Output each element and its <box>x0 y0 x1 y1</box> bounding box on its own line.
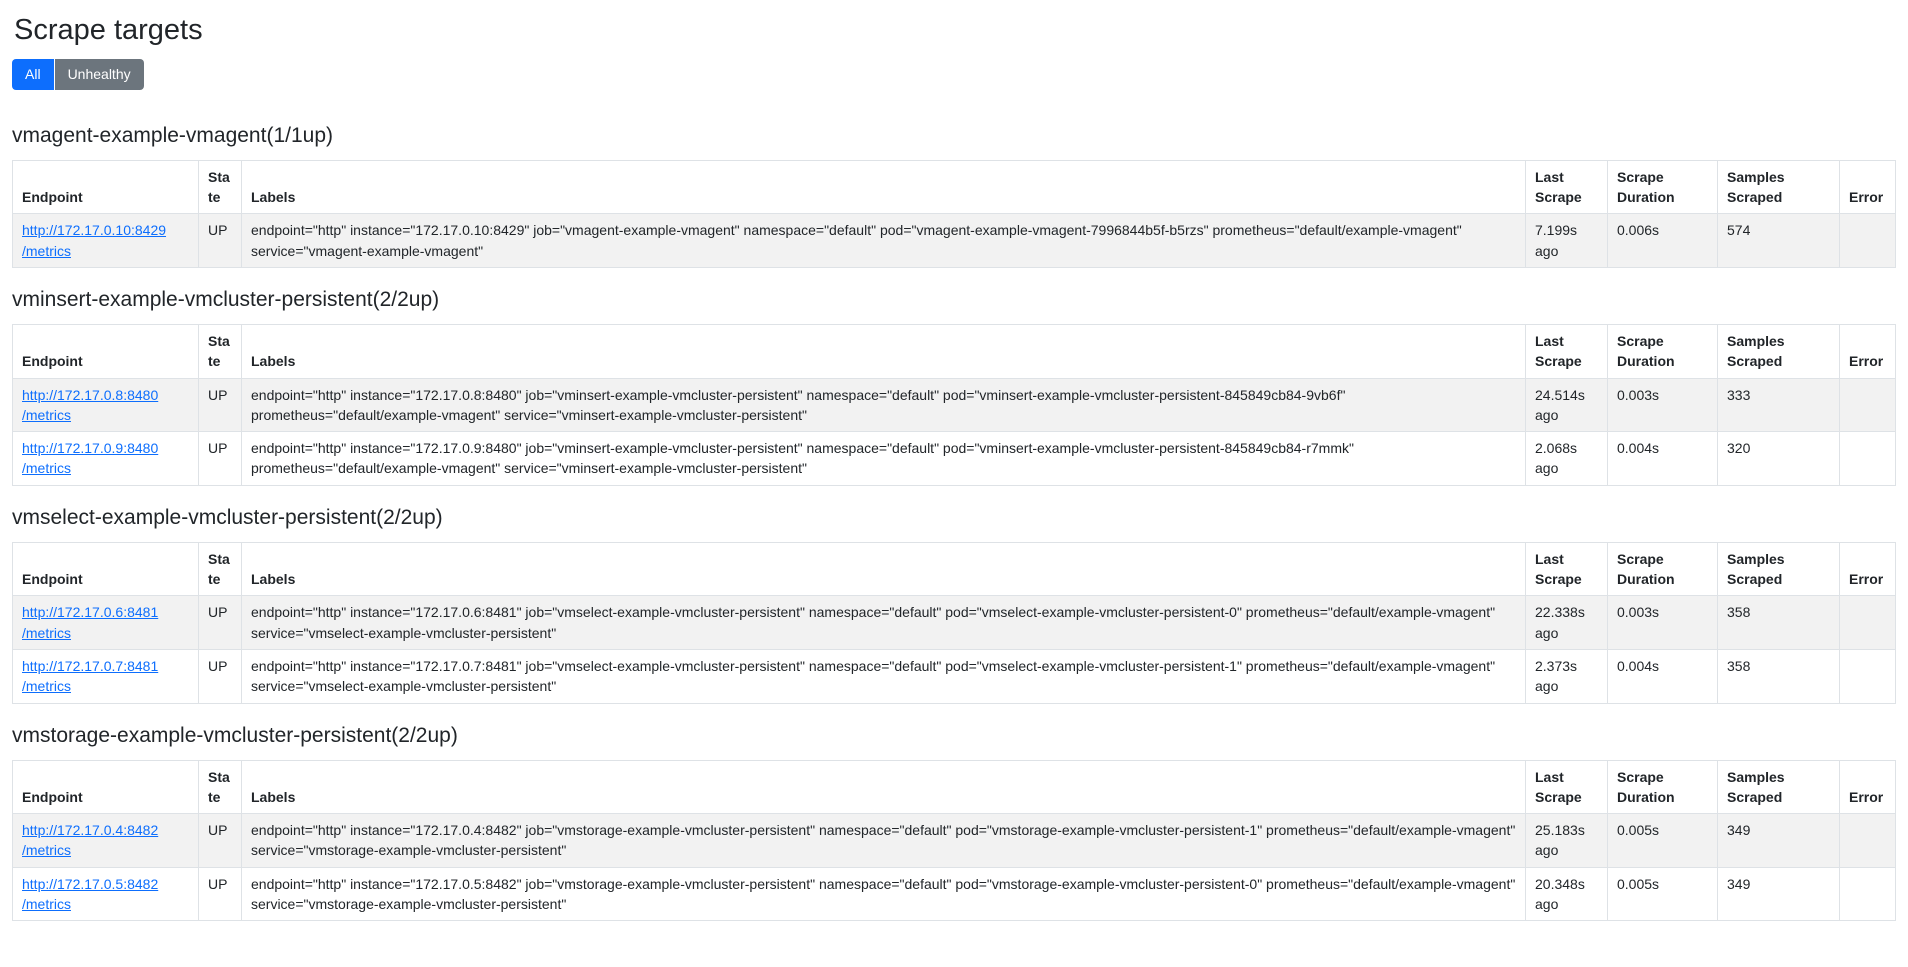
table-row <box>13 432 1896 486</box>
endpoint-url-path: /metrics <box>22 242 71 259</box>
labels-cell: endpoint="http" instance="172.17.0.4:8482" job="vmstorage-example-vmcluster-persistent" namespace="default" pod="vmstorage-example-vmcluster-persistent-1" prometheus="default/example-vmagent" service="vmstorage-example-vmcluster-persistent" <box>242 814 1526 868</box>
job-heading: vmagent-example-vmagent(1/1up) <box>12 123 333 147</box>
column-header-error: Error <box>1840 542 1896 596</box>
table-row <box>13 378 1896 432</box>
scrape-duration-cell: 0.003s <box>1608 596 1718 650</box>
endpoint-url-base: http://172.17.0.10:8429 <box>22 222 167 239</box>
endpoint-url-path: /metrics <box>22 624 71 641</box>
column-header-state: State <box>199 324 242 378</box>
job-section-vminsert <box>12 288 1896 486</box>
error-cell <box>1840 432 1896 486</box>
endpoint-url-base: http://172.17.0.5:8482 <box>22 875 159 892</box>
health-filter-group <box>12 59 144 90</box>
table-header-row <box>13 160 1896 214</box>
state-cell: UP <box>199 432 242 486</box>
samples-scraped-cell: 320 <box>1718 432 1840 486</box>
labels-cell: endpoint="http" instance="172.17.0.5:8482" job="vmstorage-example-vmcluster-persistent" namespace="default" pod="vmstorage-example-vmcluster-persistent-0" prometheus="default/example-vmagent" service="vmstorage-example-vmcluster-persistent" <box>242 867 1526 921</box>
column-header-state: State <box>199 160 242 214</box>
column-header-state: State <box>199 542 242 596</box>
labels-cell: endpoint="http" instance="172.17.0.6:8481" job="vmselect-example-vmcluster-persistent" namespace="default" pod="vmselect-example-vmcluster-persistent-0" prometheus="default/example-vmagent" service="vmselect-example-vmcluster-persistent" <box>242 596 1526 650</box>
endpoint-cell <box>13 432 199 486</box>
column-header-endpoint: Endpoint <box>13 324 199 378</box>
table-row <box>13 867 1896 921</box>
column-header-scrape-duration: Scrape Duration <box>1608 542 1718 596</box>
endpoint-url-base: http://172.17.0.6:8481 <box>22 604 159 621</box>
last-scrape-cell: 2.068s ago <box>1526 432 1608 486</box>
column-header-samples-scraped: Samples Scraped <box>1718 542 1840 596</box>
page-title: Scrape targets <box>14 14 203 46</box>
samples-scraped-cell: 358 <box>1718 596 1840 650</box>
endpoint-cell <box>13 814 199 868</box>
scrape-duration-cell: 0.005s <box>1608 814 1718 868</box>
scrape-duration-cell: 0.004s <box>1608 432 1718 486</box>
endpoint-link[interactable] <box>22 387 189 426</box>
column-header-samples-scraped: Samples Scraped <box>1718 160 1840 214</box>
endpoint-url-path: /metrics <box>22 406 71 423</box>
job-section-vmstorage <box>12 724 1896 922</box>
column-header-error: Error <box>1840 760 1896 814</box>
table-header-row <box>13 542 1896 596</box>
labels-cell: endpoint="http" instance="172.17.0.10:8429" job="vmagent-example-vmagent" namespace="default" pod="vmagent-example-vmagent-7996844b5f-b5rzs" prometheus="default/example-vmagent" service="vmagent-example-vmagent" <box>242 214 1526 268</box>
scrape-table <box>12 542 1896 704</box>
endpoint-cell <box>13 649 199 703</box>
scrape-duration-cell: 0.004s <box>1608 649 1718 703</box>
scrape-duration-cell: 0.006s <box>1608 214 1718 268</box>
endpoint-url-path: /metrics <box>22 896 71 913</box>
endpoint-cell <box>13 867 199 921</box>
column-header-error: Error <box>1840 324 1896 378</box>
samples-scraped-cell: 349 <box>1718 867 1840 921</box>
job-section-vmagent <box>12 124 1896 268</box>
filter-unhealthy-button[interactable]: Unhealthy <box>55 59 144 90</box>
column-header-labels: Labels <box>242 324 1526 378</box>
last-scrape-cell: 2.373s ago <box>1526 649 1608 703</box>
endpoint-link[interactable] <box>22 440 189 479</box>
last-scrape-cell: 20.348s ago <box>1526 867 1608 921</box>
endpoint-url-path: /metrics <box>22 842 71 859</box>
labels-cell: endpoint="http" instance="172.17.0.8:8480" job="vminsert-example-vmcluster-persistent" namespace="default" pod="vminsert-example-vmcluster-persistent-845849cb84-9vb6f" prometheus="default/example-vmagent" service="vminsert-example-vmcluster-persistent" <box>242 378 1526 432</box>
scrape-table <box>12 760 1896 922</box>
column-header-last-scrape: Last Scrape <box>1526 542 1608 596</box>
last-scrape-cell: 24.514s ago <box>1526 378 1608 432</box>
state-cell: UP <box>199 214 242 268</box>
column-header-labels: Labels <box>242 760 1526 814</box>
error-cell <box>1840 596 1896 650</box>
endpoint-link[interactable] <box>22 604 189 643</box>
samples-scraped-cell: 349 <box>1718 814 1840 868</box>
last-scrape-cell: 7.199s ago <box>1526 214 1608 268</box>
column-header-last-scrape: Last Scrape <box>1526 160 1608 214</box>
error-cell <box>1840 649 1896 703</box>
filter-all-button[interactable]: All <box>12 59 54 90</box>
table-row <box>13 214 1896 268</box>
column-header-scrape-duration: Scrape Duration <box>1608 760 1718 814</box>
endpoint-link[interactable] <box>22 876 189 915</box>
labels-cell: endpoint="http" instance="172.17.0.9:8480" job="vminsert-example-vmcluster-persistent" namespace="default" pod="vminsert-example-vmcluster-persistent-845849cb84-r7mmk" prometheus="default/example-vmagent" service="vminsert-example-vmcluster-persistent" <box>242 432 1526 486</box>
samples-scraped-cell: 333 <box>1718 378 1840 432</box>
column-header-endpoint: Endpoint <box>13 160 199 214</box>
endpoint-link[interactable] <box>22 222 189 261</box>
job-section-vmselect <box>12 506 1896 704</box>
state-cell: UP <box>199 378 242 432</box>
column-header-endpoint: Endpoint <box>13 760 199 814</box>
endpoint-cell <box>13 214 199 268</box>
column-header-scrape-duration: Scrape Duration <box>1608 324 1718 378</box>
error-cell <box>1840 214 1896 268</box>
column-header-endpoint: Endpoint <box>13 542 199 596</box>
endpoint-url-path: /metrics <box>22 678 71 695</box>
table-row <box>13 649 1896 703</box>
error-cell <box>1840 814 1896 868</box>
endpoint-url-base: http://172.17.0.9:8480 <box>22 440 159 457</box>
scrape-table <box>12 324 1896 486</box>
column-header-samples-scraped: Samples Scraped <box>1718 324 1840 378</box>
endpoint-cell <box>13 596 199 650</box>
endpoint-url-base: http://172.17.0.7:8481 <box>22 657 159 674</box>
error-cell <box>1840 378 1896 432</box>
table-header-row <box>13 324 1896 378</box>
state-cell: UP <box>199 814 242 868</box>
endpoint-url-base: http://172.17.0.8:8480 <box>22 386 159 403</box>
endpoint-link[interactable] <box>22 822 189 861</box>
scrape-duration-cell: 0.005s <box>1608 867 1718 921</box>
table-row <box>13 596 1896 650</box>
last-scrape-cell: 25.183s ago <box>1526 814 1608 868</box>
column-header-last-scrape: Last Scrape <box>1526 760 1608 814</box>
table-row <box>13 814 1896 868</box>
column-header-state: State <box>199 760 242 814</box>
endpoint-link[interactable] <box>22 658 189 697</box>
column-header-last-scrape: Last Scrape <box>1526 324 1608 378</box>
error-cell <box>1840 867 1896 921</box>
column-header-labels: Labels <box>242 542 1526 596</box>
column-header-scrape-duration: Scrape Duration <box>1608 160 1718 214</box>
job-heading: vmstorage-example-vmcluster-persistent(2/2up) <box>12 723 458 747</box>
state-cell: UP <box>199 596 242 650</box>
column-header-labels: Labels <box>242 160 1526 214</box>
endpoint-cell <box>13 378 199 432</box>
job-heading: vmselect-example-vmcluster-persistent(2/2up) <box>12 505 443 529</box>
last-scrape-cell: 22.338s ago <box>1526 596 1608 650</box>
column-header-error: Error <box>1840 160 1896 214</box>
scrape-duration-cell: 0.003s <box>1608 378 1718 432</box>
samples-scraped-cell: 358 <box>1718 649 1840 703</box>
table-header-row <box>13 760 1896 814</box>
column-header-samples-scraped: Samples Scraped <box>1718 760 1840 814</box>
endpoint-url-path: /metrics <box>22 460 71 477</box>
state-cell: UP <box>199 867 242 921</box>
samples-scraped-cell: 574 <box>1718 214 1840 268</box>
labels-cell: endpoint="http" instance="172.17.0.7:8481" job="vmselect-example-vmcluster-persistent" namespace="default" pod="vmselect-example-vmcluster-persistent-1" prometheus="default/example-vmagent" service="vmselect-example-vmcluster-persistent" <box>242 649 1526 703</box>
endpoint-url-base: http://172.17.0.4:8482 <box>22 822 159 839</box>
state-cell: UP <box>199 649 242 703</box>
job-heading: vminsert-example-vmcluster-persistent(2/2up) <box>12 287 440 311</box>
scrape-table <box>12 160 1896 268</box>
